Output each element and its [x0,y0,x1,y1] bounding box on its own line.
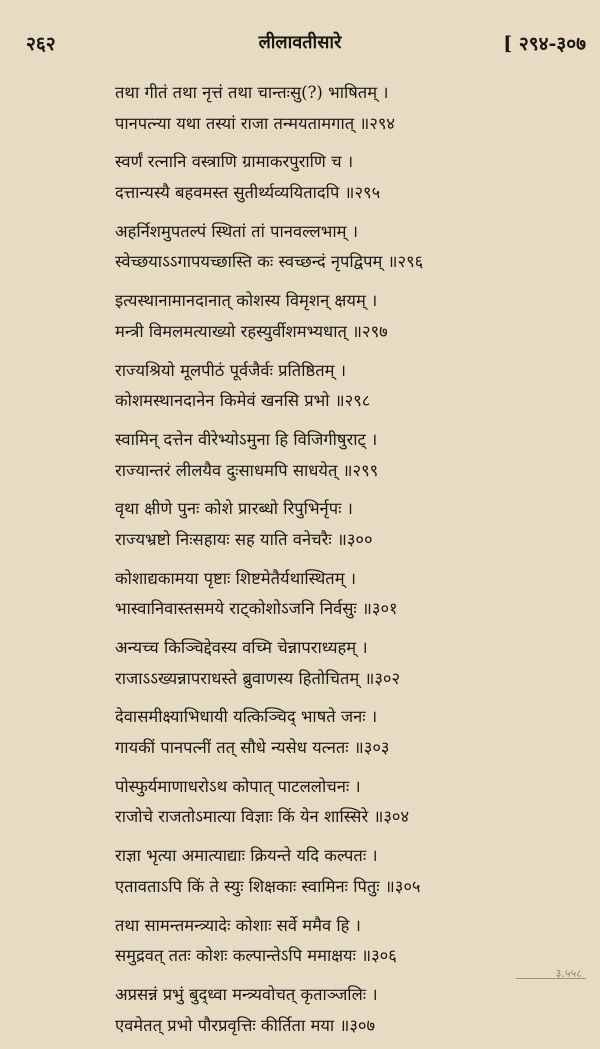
stanza [115,147,555,208]
verse-line: कोशाद्यकामया पृष्टाः शिष्टमेतैर्यथास्थितम् । [115,568,357,588]
verse-line: स्वामिन् दत्तेन वीरेभ्योऽमुना हि विजिगीषुराट् । [115,429,378,449]
stanza [115,911,555,972]
verse-line: स्वर्णं रत्नानि वस्त्राणि ग्रामाकरपुराणि च । [115,152,354,172]
stanza [115,633,555,694]
verse-line: तथा गीतं तथा नृत्तं तथा चान्तःसु(?) भाषितम् । [115,83,389,102]
stanza [115,980,555,1041]
verse-line: राज्यभ्रष्टो निःसहायः सह याति वनेचरैः ॥३०० [115,529,373,549]
verse-line: राजोचे राजतोऽमात्या विज्ञाः किं येन शास्सिरे ॥३०४ [115,807,410,827]
stanza [115,702,555,763]
stanza [115,286,555,347]
margin-note: ३.५५८ [555,967,582,980]
verse-line: एवमेतत् प्रभो पौरप्रवृत्तिः कीर्तिता मया ॥३०७ [115,1015,376,1035]
stanza [115,494,555,555]
verse-line: स्वेच्छयाऽऽगापयच्छास्ति कः स्वच्छन्दं नृपद्विपम् ॥२९६ [115,252,424,272]
verse-line: मन्त्री विमलमत्याख्यो रहस्युर्वीशमभ्यधात् ॥२९७ [115,321,388,341]
verse-line: राज्ञा भृत्या अमात्याद्याः क्रियन्ते यदि कल्पतः । [115,846,378,866]
verse-body [115,78,555,1049]
verse-line: राजाऽऽख्यन्नापराधस्ते ब्रुवाणस्य हितोचितम् ॥३०२ [115,668,401,688]
stanza [115,217,555,278]
stanza [115,841,555,902]
verse-line: एतावताऽपि किं ते स्युः शिक्षकाः स्वामिनः पितुः ॥३०५ [115,876,421,896]
stanza [115,564,555,625]
stanza [115,425,555,486]
verse-line: पानपत्न्या यथा तस्यां राजा तन्मयतामगात् ॥२९४ [115,113,395,133]
verse-line: अहर्निशमुपतल्पं स्थितां तां पानवल्लभाम् । [115,221,358,241]
verse-line: इत्यस्थानामानदानात् कोशस्य विमृशन् क्षयम् । [115,291,378,311]
stanza [115,356,555,417]
stanza [115,78,555,139]
verse-line: देवासमीक्ष्याभिधायी यत्किञ्चिद् भाषते जनः । [115,707,378,727]
verse-line: गायकीं पानपत्नीं तत् सौधे न्यसेध यत्नतः ॥३०३ [115,738,390,758]
verse-line: राज्यश्रियो मूलपीठं पूर्वजैर्वः प्रतिष्ठितम् । [115,360,346,380]
verse-line: अप्रसन्नं प्रभुं बुद्ध्वा मन्त्र्यवोचत् कृताञ्जलिः । [115,984,378,1004]
verse-line: अन्यच्च किञ्चिद्देवस्य वच्मि चेन्नापराध्यहम् । [115,638,368,657]
verse-line: पोस्फुर्यमाणाधरोऽथ कोपात् पाटललोचनः । [115,776,361,796]
verse-line: समुद्रवत् ततः कोशः कल्पान्तेऽपि ममाक्षयः ॥३०६ [115,946,397,966]
verse-line: वृथा क्षीणे पुनः कोशे प्रारब्धो रिपुभिर्नृपः । [115,499,353,519]
page-header [0,30,600,60]
verse-line: दत्तान्यस्यै बहवमस्त सुतीर्थ्यव्ययितादपि ॥२९५ [115,183,381,203]
stanza [115,772,555,833]
running-title: लीलावतीसारे [258,32,342,53]
verse-line: राज्यान्तरं लीलयैव दुःसाधमपि साधयेत् ॥२९९ [115,460,379,480]
verse-line: कोशमस्थानदानेन किमेवं खनसि प्रभो ॥२९८ [115,391,371,411]
verse-line: तथा सामन्तमन्त्र्यादेः कोशाः सर्वे ममैव हि । [115,915,361,935]
verse-range: [ २९४-३०७ [503,33,586,55]
page-number: २६२ [26,33,56,55]
verse-line: भास्वानिवास्तसमये राट्कोशोऽजनि निर्वसुः ॥३०१ [115,599,398,619]
